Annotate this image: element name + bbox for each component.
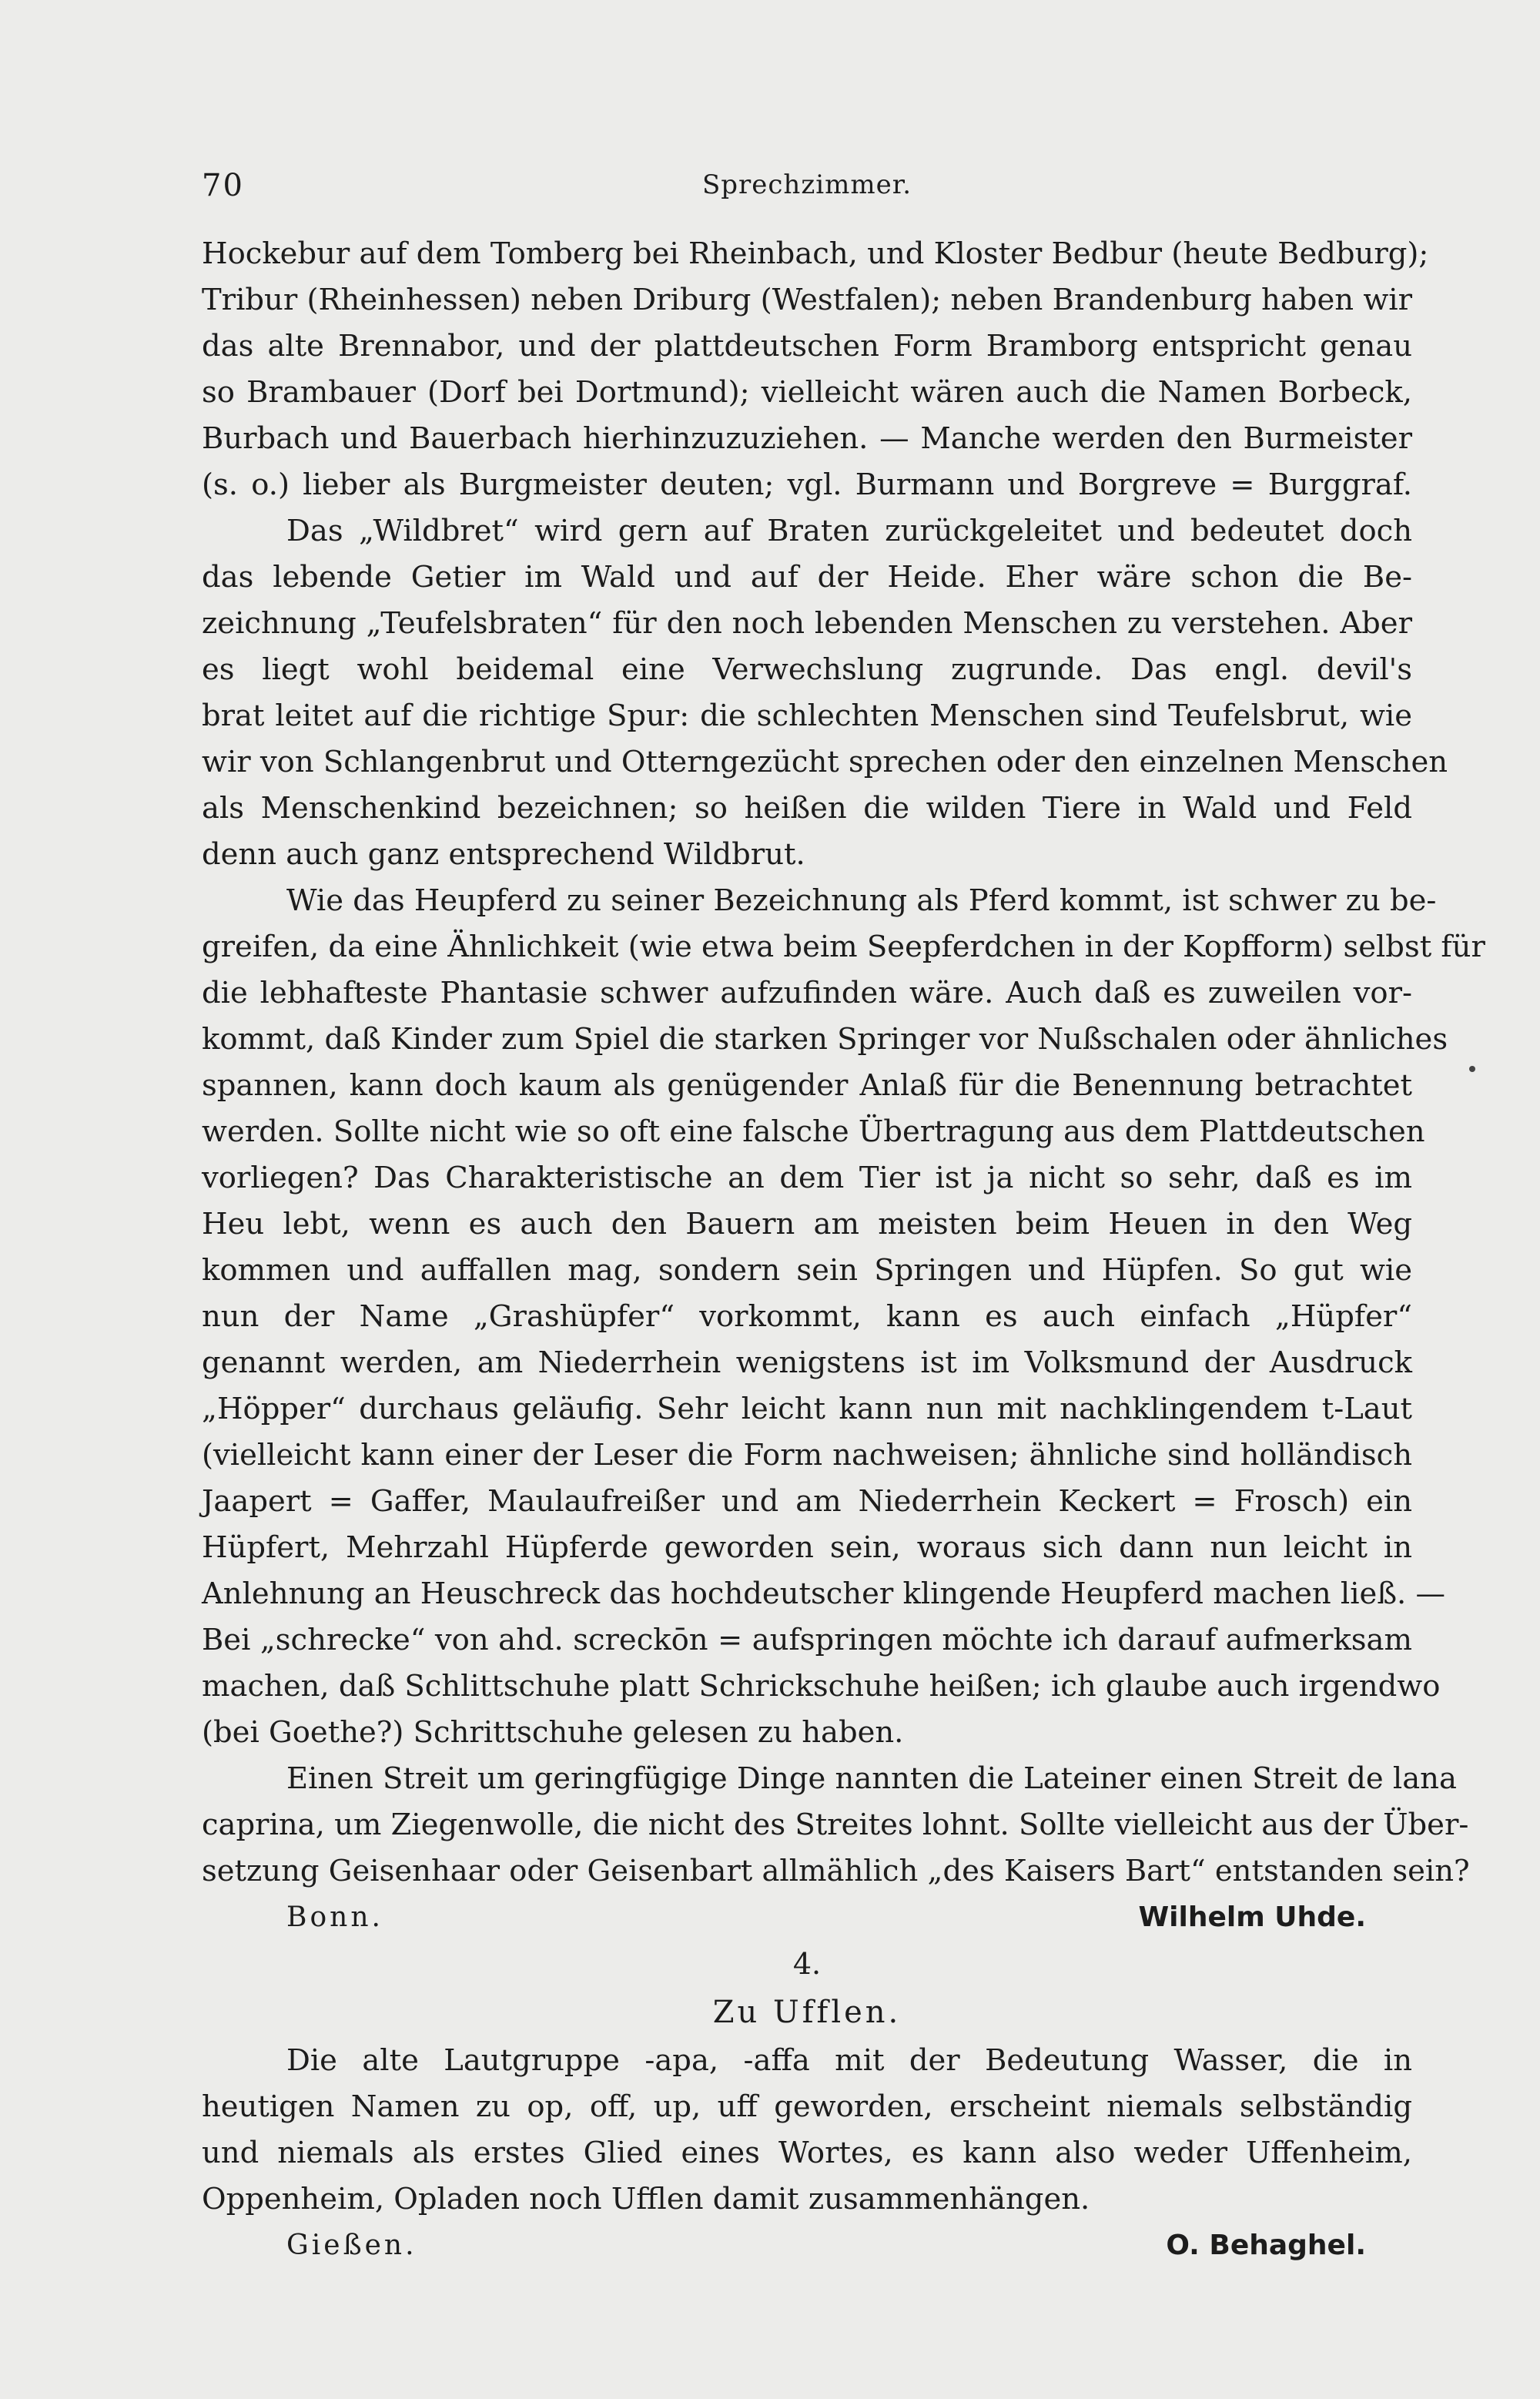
text-line: werden. Sollte nicht wie so oft eine falsche Übertragung aus dem Plattdeutschen: [202, 1114, 1425, 1149]
text-line: Tribur (Rheinhessen) neben Driburg (Westfalen); neben Brandenburg haben wir: [202, 283, 1412, 317]
text-line: denn auch ganz entsprechend Wildbrut.: [202, 837, 805, 872]
page-number: 70: [202, 168, 244, 203]
text-line: das alte Brennabor, und der plattdeutschen Form Bramborg entspricht genau: [202, 329, 1412, 364]
text-line: kommen und auffallen mag, sondern sein Springen und Hüpfen. So gut wie: [202, 1253, 1412, 1288]
section-4-text: [202, 2038, 1412, 2223]
page-header: [202, 168, 1412, 214]
body-text: [202, 231, 1485, 2269]
text-line: machen, daß Schlittschuhe platt Schrickschuhe heißen; ich glaube auch irgendwo: [202, 1669, 1441, 1704]
signature-place: Bonn.: [286, 1901, 383, 1933]
section-3-text: [202, 231, 1485, 1895]
print-speck: [1469, 1066, 1475, 1072]
text-line: „Höpper“ durchaus geläufig. Sehr leicht kann nun mit nachklingendem t-Laut: [202, 1392, 1412, 1426]
text-line: greifen, da eine Ähnlichkeit (wie etwa beim Seepferdchen in der Kopfform) selbst für: [202, 930, 1485, 964]
text-line: spannen, kann doch kaum als genügender Anlaß für die Benennung betrachtet: [202, 1068, 1412, 1103]
text-line: Die alte Lautgruppe -apa, -affa mit der Bedeutung Wasser, die in: [286, 2043, 1412, 2078]
text-line: zeichnung „Teufelsbraten“ für den noch lebenden Menschen zu verstehen. Aber: [202, 606, 1412, 641]
text-line: Hockebur auf dem Tomberg bei Rheinbach, und Kloster Bedbur (heute Bedburg);: [202, 236, 1429, 271]
signature-place: Gießen.: [286, 2230, 417, 2261]
text-line: das lebende Getier im Wald und auf der Heide. Eher wäre schon die Be-: [202, 560, 1412, 595]
section-3-signature: [202, 1895, 1412, 1941]
text-line: caprina, um Ziegenwolle, die nicht des Streites lohnt. Sollte vielleicht aus der Über-: [202, 1808, 1469, 1842]
text-line: Hüpfert, Mehrzahl Hüpferde geworden sein, woraus sich dann nun leicht in: [202, 1530, 1412, 1565]
section-number: 4.: [792, 1947, 822, 1981]
text-line: Burbach und Bauerbach hierhinzuzuziehen. — Manche werden den Burmeister: [202, 421, 1412, 456]
text-line: genannt werden, am Niederrhein wenigstens ist im Volksmund der Ausdruck: [202, 1345, 1412, 1380]
running-head: Sprechzimmer.: [701, 169, 912, 200]
text-line: kommt, daß Kinder zum Spiel die starken Springer vor Nußschalen oder ähnliches: [202, 1022, 1448, 1057]
text-line: vorliegen? Das Charakteristische an dem Tier ist ja nicht so sehr, daß es im: [202, 1161, 1412, 1195]
text-line: Jaapert = Gaffer, Maulaufreißer und am Niederrhein Keckert = Frosch) ein: [202, 1484, 1412, 1519]
text-line: es liegt wohl beidemal eine Verwechslung zugrunde. Das engl. devil's: [202, 652, 1412, 687]
signature-author: O. Behaghel.: [1166, 2230, 1366, 2261]
signature-author: Wilhelm Uhde.: [1138, 1901, 1366, 1933]
text-line: brat leitet auf die richtige Spur: die schlechten Menschen sind Teufelsbrut, wie: [202, 699, 1412, 733]
section-4-signature: [202, 2223, 1412, 2269]
text-line: und niemals als erstes Glied eines Wortes, es kann also weder Uffenheim,: [202, 2136, 1412, 2170]
text-line: so Brambauer (Dorf bei Dortmund); vielleicht wären auch die Namen Borbeck,: [202, 375, 1412, 410]
text-line: Bei „schrecke“ von ahd. screckōn = aufspringen möchte ich darauf aufmerksam: [202, 1623, 1412, 1657]
section-title: Zu Ufflen.: [712, 1995, 902, 2030]
text-line: Heu lebt, wenn es auch den Bauern am meisten beim Heuen in den Weg: [202, 1207, 1412, 1241]
text-line: Oppenheim, Opladen noch Ufflen damit zusammenhängen.: [202, 2182, 1090, 2216]
text-line: (s. o.) lieber als Burgmeister deuten; vgl. Burmann und Borgreve = Burggraf.: [202, 467, 1412, 502]
text-line: setzung Geisenhaar oder Geisenbart allmählich „des Kaisers Bart“ entstanden sein?: [202, 1854, 1470, 1888]
text-line: die lebhafteste Phantasie schwer aufzufinden wäre. Auch daß es zuweilen vor-: [202, 976, 1412, 1010]
text-line: wir von Schlangenbrut und Otterngezücht sprechen oder den einzelnen Menschen: [202, 745, 1448, 779]
text-line: nun der Name „Grashüpfer“ vorkommt, kann es auch einfach „Hüpfer“: [202, 1299, 1412, 1334]
text-line: (vielleicht kann einer der Leser die Form nachweisen; ähnliche sind holländisch: [202, 1438, 1412, 1473]
text-line: als Menschenkind bezeichnen; so heißen die wilden Tiere in Wald und Feld: [202, 791, 1412, 826]
text-line: Das „Wildbret“ wird gern auf Braten zurückgeleitet und bedeutet doch: [286, 514, 1412, 548]
text-line: Anlehnung an Heuschreck das hochdeutscher klingende Heupferd machen ließ. —: [202, 1576, 1446, 1611]
text-line: Wie das Heupferd zu seiner Bezeichnung als Pferd kommt, ist schwer zu be-: [286, 883, 1437, 918]
text-line: (bei Goethe?) Schrittschuhe gelesen zu haben.: [202, 1715, 904, 1750]
text-line: heutigen Namen zu op, off, up, uff geworden, erscheint niemals selbständig: [202, 2089, 1412, 2124]
text-line: Einen Streit um geringfügige Dinge nannten die Lateiner einen Streit de lana: [286, 1761, 1457, 1796]
